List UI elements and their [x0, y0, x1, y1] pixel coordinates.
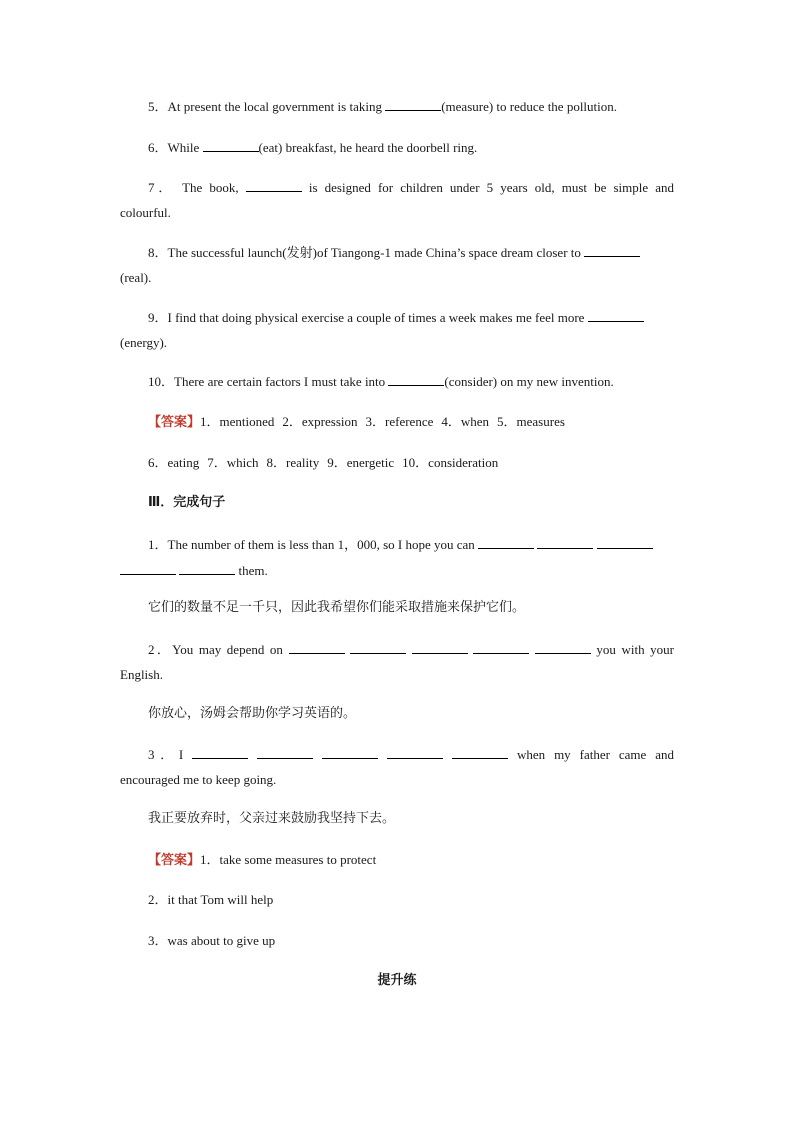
question-8: 8．The successful launch(发射)of Tiangong-1 made China’s space dream closer to [148, 244, 640, 261]
blank[interactable] [289, 641, 345, 654]
sentence-2: 2．You may depend on you with your [148, 642, 674, 657]
section-heading: Ⅲ．完成句子 [148, 495, 226, 510]
blank[interactable] [385, 98, 441, 111]
question-10: 10．There are certain factors I must take into (consider) on my new invention. [148, 374, 614, 389]
blank[interactable] [179, 562, 235, 575]
question-7-continued: colourful. [120, 205, 171, 220]
blank[interactable] [535, 641, 591, 654]
blank[interactable] [452, 746, 508, 759]
blank[interactable] [120, 562, 176, 575]
sentence-3: 3．I when my father came and [148, 747, 675, 762]
answer-key-part3-1: 【答案】1．take some measures to protect [148, 852, 377, 868]
answer-key-line-2: 6．eating 7．which 8．reality 9．energetic 10．consideration [148, 455, 499, 470]
sentence-1-translation: 它们的数量不足一千只，因此我希望你们能采取措施来保护它们。 [148, 600, 526, 615]
blank[interactable] [584, 244, 640, 257]
blank[interactable] [322, 746, 378, 759]
question-9-continued: (energy). [120, 335, 168, 350]
answer-key-part3-2: 2．it that Tom will help [148, 892, 274, 907]
blank[interactable] [192, 746, 248, 759]
section-title-advanced: 提升练 [377, 973, 417, 988]
blank[interactable] [387, 746, 443, 759]
question-6: 6．While (eat) breakfast, he heard the doorbell ring. [148, 140, 478, 155]
blank[interactable] [203, 139, 259, 152]
blank[interactable] [246, 179, 302, 192]
sentence-2-translation: 你放心，汤姆会帮助你学习英语的。 [148, 706, 357, 721]
answer-key-line-1: 【答案】1．mentioned 2．expression 3．reference 4．when 5．measures [148, 414, 565, 430]
blank[interactable] [597, 536, 653, 549]
blank[interactable] [412, 641, 468, 654]
answer-key-part3-3: 3．was about to give up [148, 933, 276, 948]
blank[interactable] [473, 641, 529, 654]
blank[interactable] [257, 746, 313, 759]
blank[interactable] [588, 309, 644, 322]
blank[interactable] [350, 641, 406, 654]
sentence-1-continued: them. [120, 562, 674, 579]
question-5: 5．At present the local government is taking (measure) to reduce the pollution. [148, 99, 618, 114]
sentence-3-translation: 我正要放弃时，父亲过来鼓励我坚持下去。 [148, 811, 396, 826]
question-7: 7． The book, is designed for children under 5 years old, must be simple and [148, 180, 675, 195]
question-9: 9．I find that doing physical exercise a couple of times a week makes me feel more [148, 309, 644, 326]
sentence-3-continued: encouraged me to keep going. [120, 772, 277, 787]
sentence-1: 1．The number of them is less than 1，000, so I hope you can [148, 536, 653, 553]
blank[interactable] [478, 536, 534, 549]
sentence-2-continued: English. [120, 667, 163, 682]
answer-label: 【答案】 [148, 853, 201, 868]
blank[interactable] [537, 536, 593, 549]
blank[interactable] [388, 373, 444, 386]
question-8-continued: (real). [120, 270, 152, 285]
answer-label: 【答案】 [148, 415, 201, 430]
